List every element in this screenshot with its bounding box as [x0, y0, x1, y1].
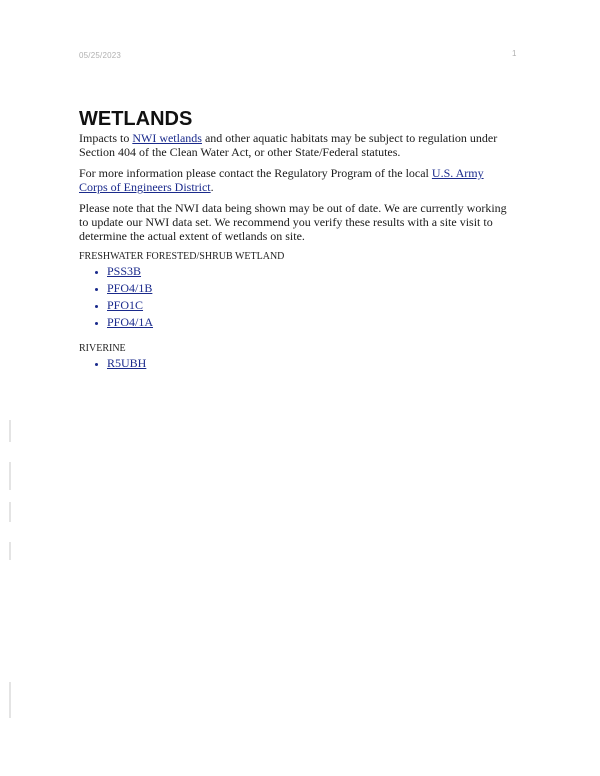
data-note-paragraph: Please note that the NWI data being shown may be out of date. We are currently working to update our NWI data set. We recommend you verify these results with a site visit to determine the actual extent of wetlands on site. — [79, 201, 507, 243]
list-item — [107, 297, 515, 314]
nwi-wetlands-link[interactable]: NWI wetlands — [132, 131, 202, 145]
riverine-wetland-list — [79, 355, 515, 372]
wetland-code-link[interactable]: PFO4/1B — [107, 281, 153, 295]
list-item — [107, 355, 515, 372]
scan-mark — [9, 682, 11, 718]
impacts-text-suffix: and other aquatic habitats may be subject to regulation under Section 404 of the Clean Water Act, or other State/Federal statutes. — [79, 131, 498, 159]
scan-edge-marks — [9, 420, 13, 720]
wetland-code-link[interactable]: PSS3B — [107, 264, 142, 278]
section-title: WETLANDS — [79, 108, 193, 130]
wetland-code-link[interactable]: PFO1C — [107, 298, 144, 312]
list-item — [107, 314, 515, 331]
freshwater-wetland-list — [79, 263, 515, 331]
scan-mark — [9, 502, 11, 522]
group-label-riverine: RIVERINE — [79, 343, 126, 354]
group-label-freshwater: FRESHWATER FORESTED/SHRUB WETLAND — [79, 251, 285, 262]
list-item — [107, 263, 515, 280]
contact-text-suffix: . — [210, 180, 214, 194]
scan-mark — [9, 542, 11, 560]
scan-mark — [9, 462, 11, 490]
contact-paragraph — [79, 166, 515, 194]
impacts-text-prefix: Impacts to — [79, 131, 133, 145]
corps-district-link[interactable]: U.S. Army Corps of Engineers District — [79, 166, 484, 194]
list-item — [107, 280, 515, 297]
header-date: 05/25/2023 — [79, 51, 122, 60]
scan-mark — [9, 420, 11, 442]
page-number: 1 — [512, 49, 517, 58]
contact-text-prefix: For more information please contact the Regulatory Program of the local — [79, 166, 432, 180]
wetlands-section — [79, 107, 515, 372]
wetland-code-link[interactable]: PFO4/1A — [107, 315, 154, 329]
wetland-code-link[interactable]: R5UBH — [107, 356, 147, 370]
impacts-paragraph — [79, 131, 515, 159]
